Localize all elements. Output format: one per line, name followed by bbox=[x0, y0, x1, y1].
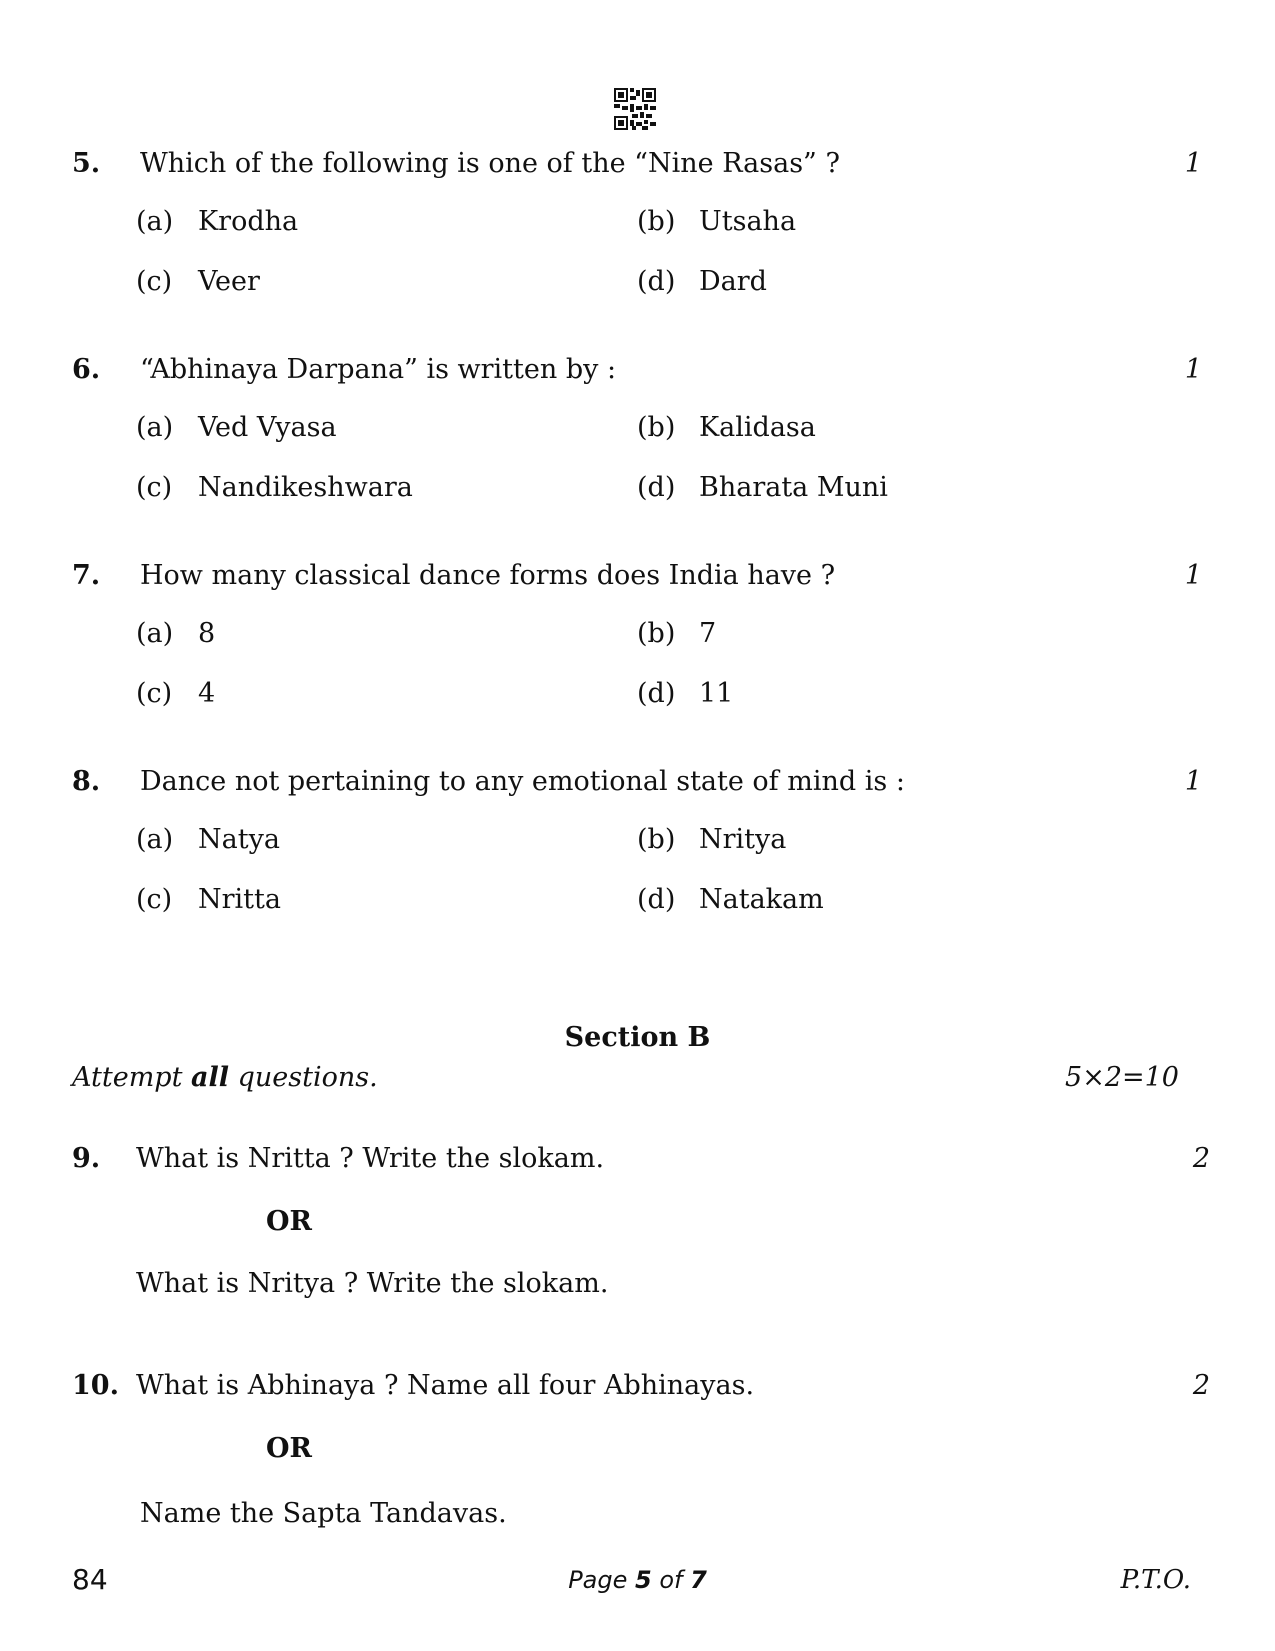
total-pages: 7 bbox=[690, 1566, 707, 1594]
option-label: (a) bbox=[136, 618, 174, 649]
question-text: How many classical dance forms does India have ? bbox=[140, 560, 836, 591]
page-label: of bbox=[651, 1566, 691, 1594]
alternative-question: What is Nritya ? Write the slokam. bbox=[136, 1268, 609, 1299]
question-text: “Abhinaya Darpana” is written by : bbox=[140, 354, 617, 385]
option-label: (c) bbox=[136, 678, 173, 709]
alternative-question: Name the Sapta Tandavas. bbox=[140, 1498, 507, 1529]
option-label: (d) bbox=[637, 678, 676, 709]
question-marks: 1 bbox=[1184, 148, 1202, 179]
option-text: Krodha bbox=[198, 206, 299, 237]
question-text: Dance not pertaining to any emotional state of mind is : bbox=[140, 766, 905, 797]
option-text: Dard bbox=[699, 266, 767, 297]
section-marks: 5×2=10 bbox=[1065, 1062, 1179, 1093]
question-number: 6. bbox=[72, 354, 101, 385]
option-label: (c) bbox=[136, 884, 173, 915]
option-label: (a) bbox=[136, 412, 174, 443]
question-marks: 1 bbox=[1184, 766, 1202, 797]
option-label: (d) bbox=[637, 472, 676, 503]
option-text: Natakam bbox=[699, 884, 824, 915]
question-10 bbox=[72, 1366, 1210, 1406]
paper-code: 84 bbox=[72, 1563, 108, 1596]
pto-label: P.T.O. bbox=[1120, 1565, 1191, 1595]
page-number bbox=[0, 1562, 1275, 1598]
current-page: 5 bbox=[635, 1566, 652, 1594]
option-text: Kalidasa bbox=[699, 412, 816, 443]
option-label: (a) bbox=[136, 206, 174, 237]
option-text: Veer bbox=[198, 266, 260, 297]
question-text: What is Abhinaya ? Name all four Abhinayas. bbox=[136, 1370, 755, 1401]
question-6 bbox=[72, 350, 1202, 528]
question-marks: 2 bbox=[1192, 1143, 1210, 1174]
option-label: (b) bbox=[637, 618, 676, 649]
option-text: Nritya bbox=[699, 824, 787, 855]
option-text: Natya bbox=[198, 824, 280, 855]
option-text: 4 bbox=[198, 678, 216, 709]
question-number: 8. bbox=[72, 766, 101, 797]
option-text: Utsaha bbox=[699, 206, 797, 237]
option-label: (d) bbox=[637, 884, 676, 915]
question-number: 7. bbox=[72, 560, 101, 591]
section-instruction bbox=[72, 1058, 378, 1098]
question-5 bbox=[72, 144, 1202, 322]
question-9 bbox=[72, 1139, 1210, 1179]
question-marks: 1 bbox=[1184, 560, 1202, 591]
option-text: Nritta bbox=[198, 884, 281, 915]
qr-code-icon bbox=[614, 88, 656, 130]
option-label: (c) bbox=[136, 472, 173, 503]
option-label: (c) bbox=[136, 266, 173, 297]
question-number: 5. bbox=[72, 148, 101, 179]
option-text: 8 bbox=[198, 618, 216, 649]
option-label: (a) bbox=[136, 824, 174, 855]
instruction-text: questions. bbox=[229, 1062, 378, 1093]
question-number: 10. bbox=[72, 1370, 119, 1401]
option-label: (b) bbox=[637, 412, 676, 443]
question-number: 9. bbox=[72, 1143, 101, 1174]
instruction-text: Attempt bbox=[72, 1062, 192, 1093]
question-marks: 2 bbox=[1192, 1370, 1210, 1401]
or-divider: OR bbox=[266, 1206, 312, 1237]
or-divider: OR bbox=[266, 1433, 312, 1464]
option-text: 7 bbox=[699, 618, 717, 649]
option-label: (b) bbox=[637, 824, 676, 855]
question-7 bbox=[72, 556, 1202, 734]
question-text: Which of the following is one of the “Nine Rasas” ? bbox=[140, 148, 840, 179]
option-text: Nandikeshwara bbox=[198, 472, 413, 503]
question-marks: 1 bbox=[1184, 354, 1202, 385]
option-label: (b) bbox=[637, 206, 676, 237]
option-label: (d) bbox=[637, 266, 676, 297]
option-text: Ved Vyasa bbox=[198, 412, 337, 443]
page-label: Page bbox=[568, 1566, 635, 1594]
option-text: 11 bbox=[699, 678, 734, 709]
section-title: Section B bbox=[564, 1022, 711, 1053]
instruction-emphasis: all bbox=[191, 1062, 230, 1093]
question-text: What is Nritta ? Write the slokam. bbox=[136, 1143, 605, 1174]
option-text: Bharata Muni bbox=[699, 472, 888, 503]
question-8 bbox=[72, 762, 1202, 940]
